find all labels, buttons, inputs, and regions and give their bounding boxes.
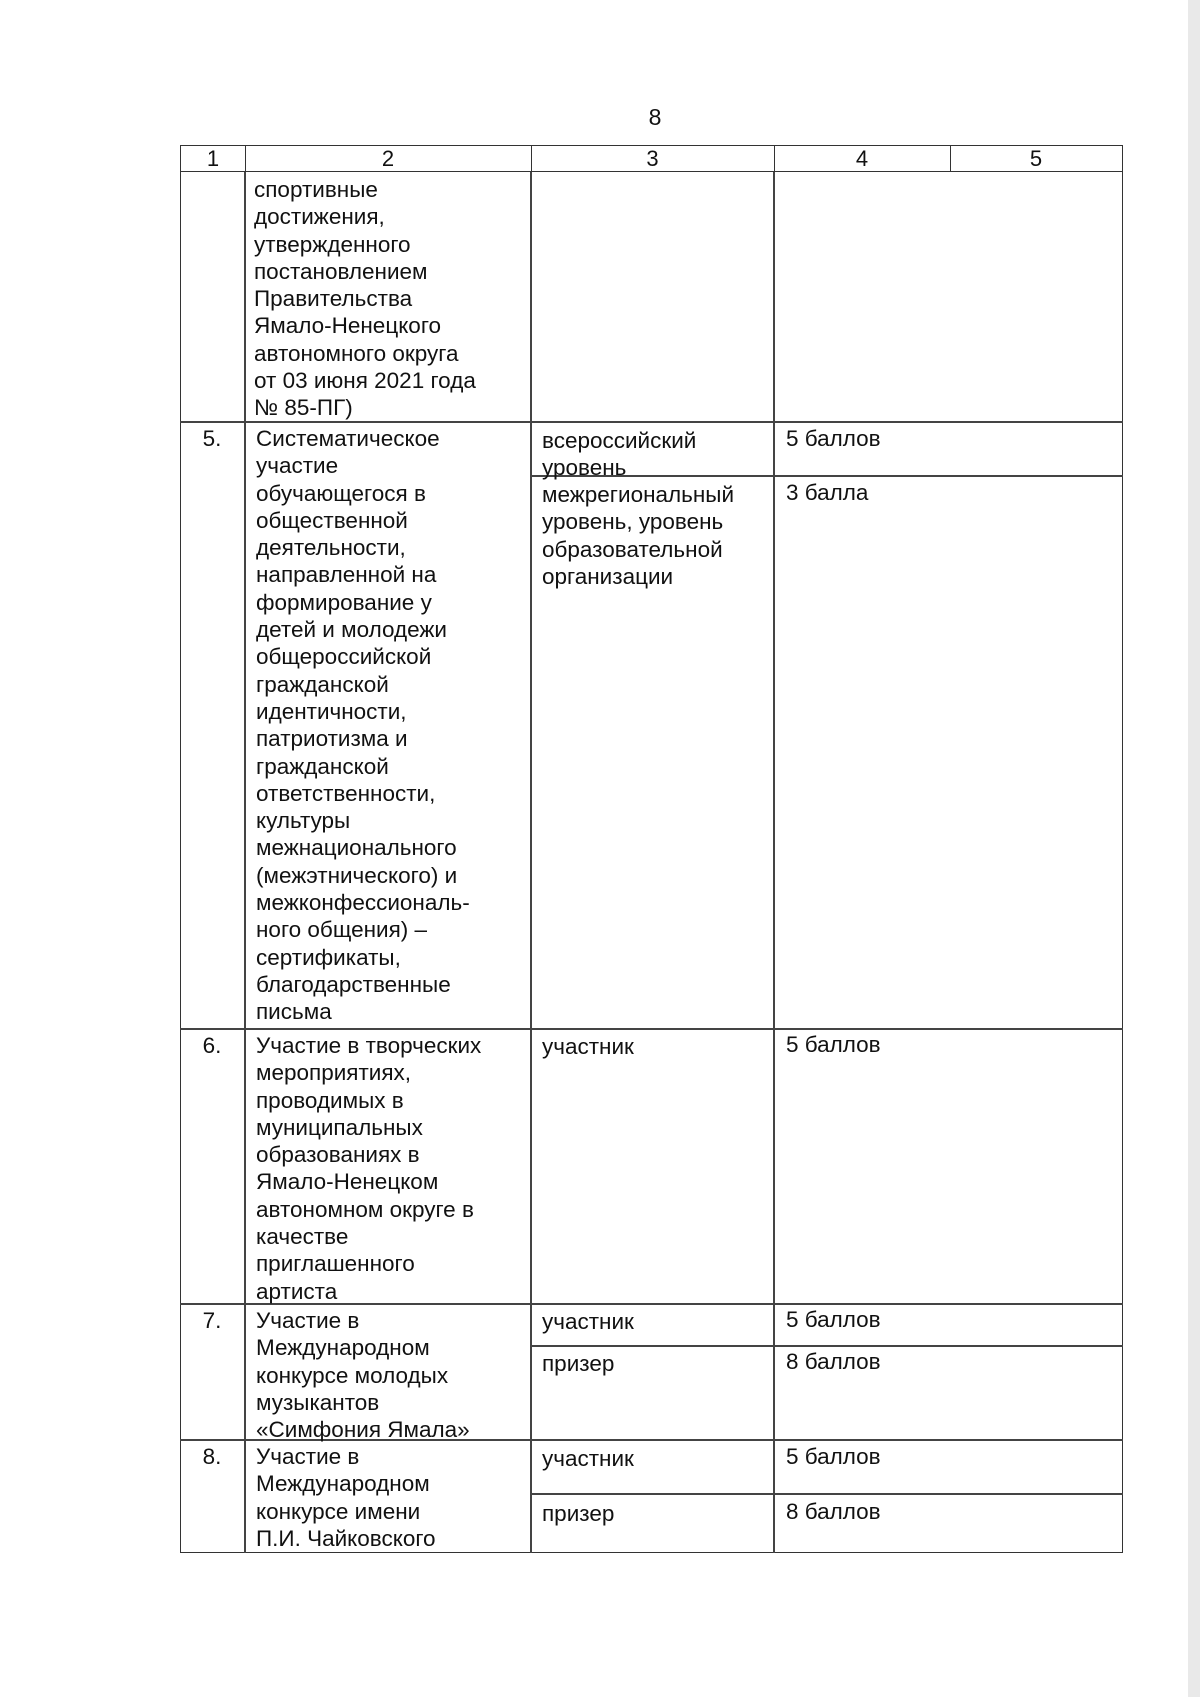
table-header-row [180,145,1123,172]
level-divider [530,1493,1123,1495]
criterion-text-line: идентичности, [256,698,407,724]
continuation-criterion-text-line: утвержденного [254,231,411,257]
level-text-line: образовательной [542,536,723,562]
page-edge [1188,0,1200,1697]
level-text [542,1308,634,1335]
criterion-text-line: артиста [256,1278,338,1304]
criterion-text-line: общественной [256,507,408,533]
column-divider [530,172,532,1553]
continuation-criterion-text-line: Правительства [254,286,413,312]
criterion-text-line: мероприятиях, [256,1060,412,1086]
continuation-criterion-text-line: № 85-ПГ) [254,395,353,421]
level-text-line: участник [542,1446,634,1471]
level-divider [530,1345,1123,1347]
criterion-text [256,1443,436,1552]
criterion-text-line: муниципальных [256,1114,423,1140]
level-text-line: организации [542,563,674,589]
criterion-text-line: качестве [256,1224,349,1250]
level-text-line: уровень, уровень [542,509,724,535]
criterion-text [256,425,470,1026]
criterion-text-line: деятельности, [256,535,406,561]
criterion-text-line: Участие в [256,1308,360,1333]
criterion-text-line: патриотизма и [256,726,408,752]
criterion-text-line: направленной на [256,562,437,588]
criterion-text-line: гражданской [256,753,389,779]
header-col-5: 5 [1029,146,1043,171]
criterion-text-line: П.И. Чайковского [256,1525,436,1551]
points-text: 8 баллов [786,1349,881,1374]
criterion-text-line: письма [256,999,332,1025]
criterion-text [256,1307,470,1443]
header-col-1: 1 [206,146,220,171]
criterion-text-line: ответственности, [256,780,436,806]
level-text [542,481,734,590]
criterion-text-line: приглашенного [256,1251,415,1277]
criterion-text [256,1032,481,1305]
criterion-text-line: ного общения) – [256,917,428,943]
level-text [542,1350,614,1377]
row-number: 5. [202,426,222,451]
page-number: 8 [648,104,662,130]
criterion-text-line: культуры [256,808,351,834]
points-text: 5 баллов [786,1032,881,1057]
row-divider [180,1028,1123,1030]
row-number: 8. [202,1444,222,1469]
criterion-text-line: общероссийской [256,644,432,670]
criterion-text-line: Систематическое [256,426,440,451]
criterion-text-line: конкурсе молодых [256,1362,449,1388]
criterion-text-line: (межэтнического) и [256,862,458,888]
continuation-criterion-text-line: спортивные [254,177,378,202]
continuation-criterion-text [254,176,476,422]
points-text: 5 баллов [786,1307,881,1332]
level-text-line: участник [542,1309,634,1334]
criterion-text-line: автономном округе в [256,1196,474,1222]
criterion-text-line: образованиях в [256,1142,420,1168]
column-divider [244,172,246,1553]
level-text [542,1033,634,1060]
points-text: 3 балла [786,480,869,505]
row-number: 6. [202,1033,222,1058]
header-col-3: 3 [646,146,659,171]
header-col-4: 4 [855,146,869,171]
criterion-text-line: музыкантов [256,1389,380,1415]
header-col-2: 2 [381,146,395,171]
criterion-text-line: благодарственные [256,971,451,997]
level-text-line: призер [542,1501,615,1526]
row-number: 7. [202,1308,222,1333]
continuation-criterion-text-line: достижения, [254,204,385,230]
level-text-line: уровень [542,455,627,481]
criterion-text-line: конкурсе имени [256,1498,421,1524]
criterion-text-line: Участие в творческих [256,1033,482,1058]
continuation-criterion-text-line: автономного округа [254,340,459,366]
criterion-text-line: межконфессиональ- [256,890,470,916]
continuation-criterion-text-line: постановлением [254,258,428,284]
continuation-criterion-text-line: Ямало-Ненецкого [254,313,442,339]
level-text [542,427,696,482]
level-text-line: участник [542,1034,634,1059]
points-text: 5 баллов [786,426,881,451]
level-text-line: межрегиональный [542,482,735,507]
column-divider [773,172,775,1553]
criterion-text-line: «Симфония Ямала» [256,1417,470,1443]
criterion-text-line: Международном [256,1471,430,1497]
criterion-text-line: обучающегося в [256,480,426,506]
criterion-text-line: формирование у [256,589,432,615]
criterion-text-line: межнационального [256,835,457,861]
level-text-line: всероссийский [542,428,697,453]
criterion-text-line: гражданской [256,671,389,697]
continuation-criterion-text-line: от 03 июня 2021 года [254,368,476,394]
level-text [542,1445,634,1472]
points-text: 5 баллов [786,1444,881,1469]
criterion-text-line: Международном [256,1335,430,1361]
criterion-text-line: участие [256,453,339,479]
criterion-text-line: Ямало-Ненецком [256,1169,439,1195]
criterion-text-line: проводимых в [256,1087,404,1113]
points-text: 8 баллов [786,1499,881,1524]
level-text [542,1500,614,1527]
level-text-line: призер [542,1351,615,1376]
criterion-text-line: Участие в [256,1444,360,1469]
criterion-text-line: детей и молодежи [256,617,447,643]
criterion-text-line: сертификаты, [256,944,401,970]
